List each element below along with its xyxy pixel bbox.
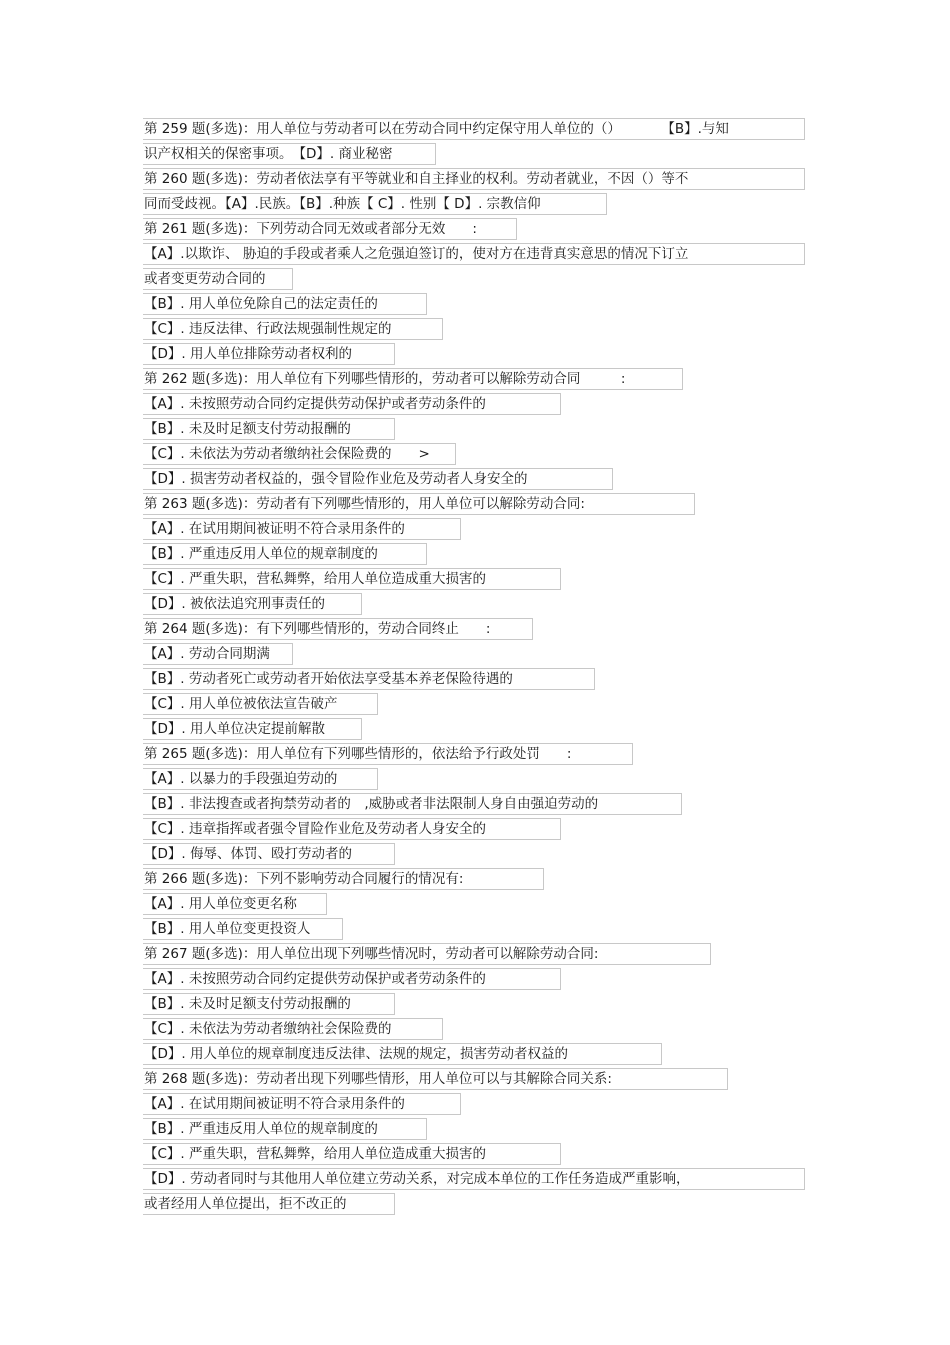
answer-option: 【D】. 劳动者同时与其他用人单位建立劳动关系，对完成本单位的工作任务造成严重影响， [143, 1168, 805, 1190]
question-line: 第 259 题(多选)：用人单位与劳动者可以在劳动合同中约定保守用人单位的（） 【B】.与知 [143, 118, 805, 140]
answer-option: 【B】. 严重违反用人单位的规章制度的 [143, 543, 427, 565]
answer-option: 【D】. 用人单位的规章制度违反法律、法规的规定，损害劳动者权益的 [143, 1043, 662, 1065]
answer-option: 【A】. 在试用期间被证明不符合录用条件的 [143, 518, 461, 540]
answer-option: 【C】. 违章指挥或者强令冒险作业危及劳动者人身安全的 [143, 818, 561, 840]
question-line: 第 261 题(多选)：下列劳动合同无效或者部分无效 : [143, 218, 517, 240]
answer-option: 【A】. 在试用期间被证明不符合录用条件的 [143, 1093, 461, 1115]
answer-option: 【B】. 用人单位免除自己的法定责任的 [143, 293, 427, 315]
answer-option: 【A】. 以暴力的手段强迫劳动的 [143, 768, 378, 790]
answer-option: 【C】. 违反法律、行政法规强制性规定的 [143, 318, 443, 340]
answer-option: 【A】. 未按照劳动合同约定提供劳动保护或者劳动条件的 [143, 968, 561, 990]
answer-option: 【D】. 用人单位排除劳动者权利的 [143, 343, 395, 365]
question-line: 识产权相关的保密事项。 【D】. 商业秘密 [143, 143, 436, 165]
question-line: 第 266 题(多选)：下列不影响劳动合同履行的情况有: [143, 868, 544, 890]
answer-option: 【C】. 未依法为劳动者缴纳社会保险费的 > [143, 443, 456, 465]
question-line: 第 262 题(多选)：用人单位有下列哪些情形的，劳动者可以解除劳动合同 : [143, 368, 683, 390]
question-line: 同而受歧视。【A】.民族。【B】.种族【 C】. 性别【 D】. 宗教信仰 [143, 193, 607, 215]
question-line: 第 264 题(多选)：有下列哪些情形的，劳动合同终止 : [143, 618, 533, 640]
answer-option: 或者经用人单位提出，拒不改正的 [143, 1193, 395, 1215]
question-line: 第 267 题(多选)：用人单位出现下列哪些情况时，劳动者可以解除劳动合同: [143, 943, 711, 965]
answer-option: 【B】. 严重违反用人单位的规章制度的 [143, 1118, 427, 1140]
answer-option: 【D】. 用人单位决定提前解散 [143, 718, 362, 740]
answer-option: 【D】. 损害劳动者权益的，强令冒险作业危及劳动者人身安全的 [143, 468, 613, 490]
question-line: 第 265 题(多选)：用人单位有下列哪些情形的，依法给予行政处罚 : [143, 743, 633, 765]
answer-option: 【A】. 劳动合同期满 [143, 643, 293, 665]
answer-option: 【D】. 被依法追究刑事责任的 [143, 593, 362, 615]
answer-option: 【C】. 未依法为劳动者缴纳社会保险费的 [143, 1018, 443, 1040]
answer-option: 【A】. 未按照劳动合同约定提供劳动保护或者劳动条件的 [143, 393, 561, 415]
answer-option: 【B】. 未及时足额支付劳动报酬的 [143, 993, 395, 1015]
question-line: 第 268 题(多选)：劳动者出现下列哪些情形，用人单位可以与其解除合同关系: [143, 1068, 728, 1090]
answer-option: 【C】. 严重失职，营私舞弊，给用人单位造成重大损害的 [143, 568, 561, 590]
question-line: 第 263 题(多选)：劳动者有下列哪些情形的，用人单位可以解除劳动合同: [143, 493, 695, 515]
answer-option: 【D】. 侮辱、体罚、殴打劳动者的 [143, 843, 395, 865]
question-line: 第 260 题(多选)：劳动者依法享有平等就业和自主择业的权利。劳动者就业，不因（）等不 [143, 168, 805, 190]
answer-option: 【B】. 劳动者死亡或劳动者开始依法享受基本养老保险待遇的 [143, 668, 595, 690]
answer-option: 或者变更劳动合同的 [143, 268, 293, 290]
answer-option: 【A】. 用人单位变更名称 [143, 893, 327, 915]
answer-option: 【B】. 用人单位变更投资人 [143, 918, 343, 940]
answer-option: 【C】. 严重失职，营私舞弊，给用人单位造成重大损害的 [143, 1143, 561, 1165]
answer-option: 【B】. 未及时足额支付劳动报酬的 [143, 418, 395, 440]
answer-option: 【B】. 非法搜查或者拘禁劳动者的 ,威胁或者非法限制人身自由强迫劳动的 [143, 793, 682, 815]
answer-option: 【C】. 用人单位被依法宣告破产 [143, 693, 378, 715]
answer-option: 【A】.以欺诈、 胁迫的手段或者乘人之危强迫签订的，使对方在违背真实意思的情况下订立 [143, 243, 805, 265]
